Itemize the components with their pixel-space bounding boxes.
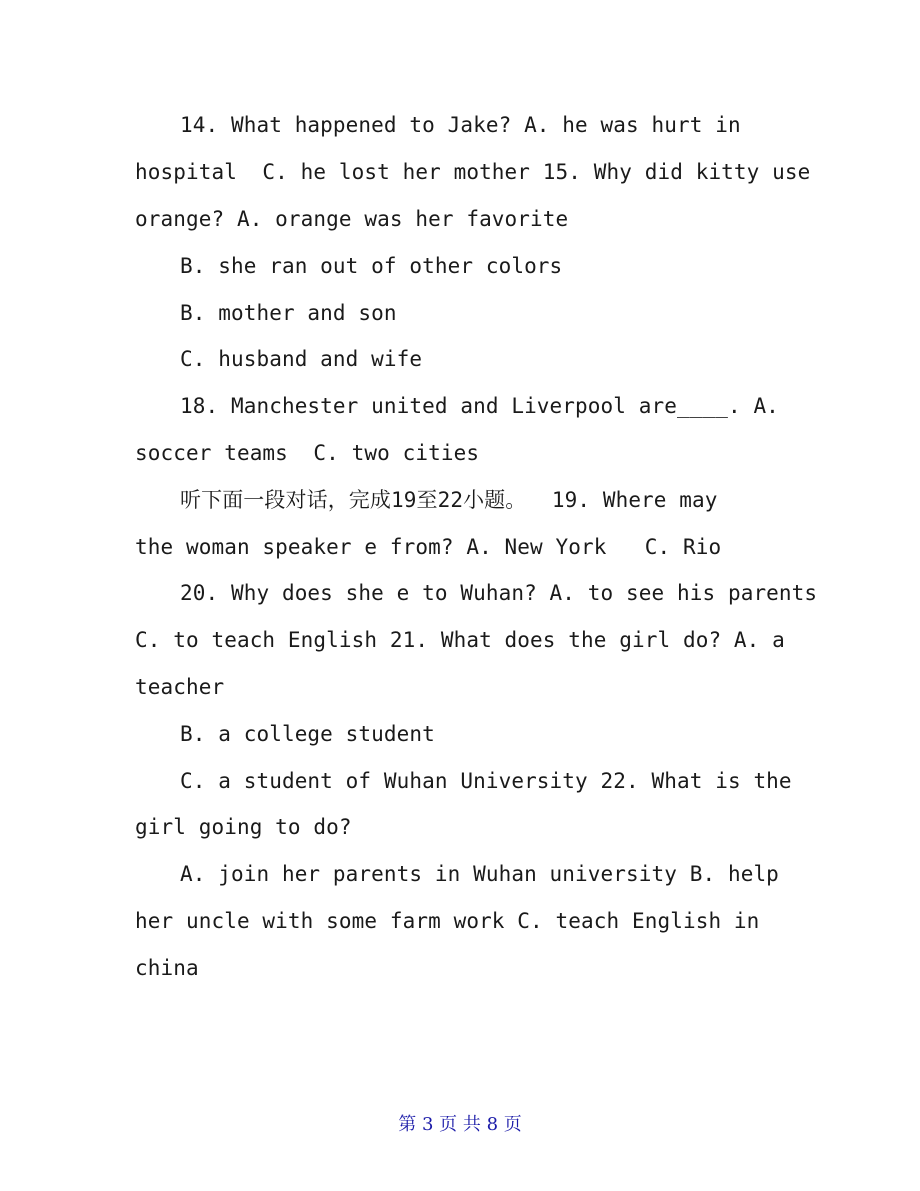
text-line: 20. Why does she e to Wuhan? A. to see his parents: [180, 581, 818, 605]
page-number: 第 3 页 共 8 页: [398, 1114, 522, 1135]
text-line: B. a college student: [180, 722, 435, 746]
text-line: soccer teams C. two cities: [135, 441, 480, 465]
text-line: hospital C. he lost her mother 15. Why did kitty use: [135, 160, 811, 184]
text-line: 18. Manchester united and Liverpool are____. A.: [180, 394, 779, 418]
text-line: girl going to do?: [135, 815, 352, 839]
text-line: teacher: [135, 675, 225, 699]
page-footer: [0, 1113, 920, 1137]
text-line: 14. What happened to Jake? A. he was hurt in: [180, 113, 741, 137]
text-line: C. to teach English 21. What does the girl do? A. a: [135, 628, 785, 652]
text-line: orange? A. orange was her favorite: [135, 207, 569, 231]
text-line: C. a student of Wuhan University 22. What is the: [180, 769, 792, 793]
text-line: C. husband and wife: [180, 347, 423, 371]
text-line: her uncle with some farm work C. teach English in: [135, 909, 760, 933]
text-line: B. mother and son: [180, 301, 397, 325]
text-line: A. join her parents in Wuhan university B. help: [180, 862, 779, 886]
text-line: 听下面一段对话，完成19至22小题。 19. Where may: [180, 488, 718, 512]
text-line: the woman speaker e from? A. New York C. Rio: [135, 535, 722, 559]
text-line: china: [135, 956, 199, 980]
text-line: B. she ran out of other colors: [180, 254, 563, 278]
